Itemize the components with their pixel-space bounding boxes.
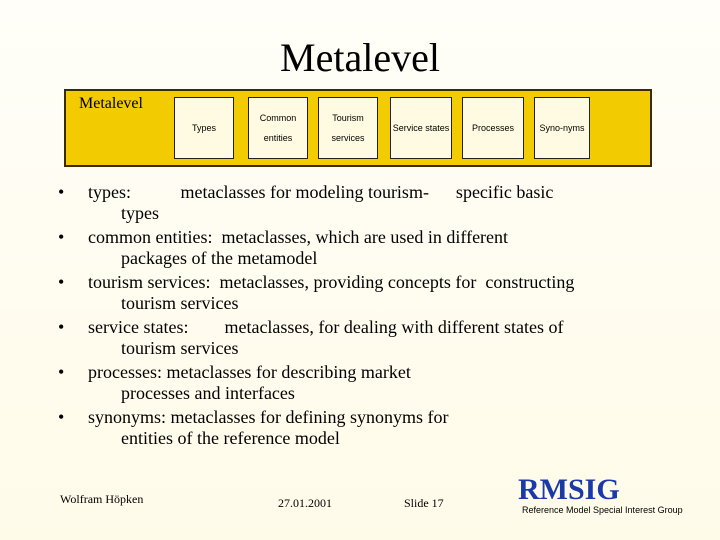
bullet-text: common entities: metaclasses, which are used in different	[88, 227, 509, 247]
bullet-dot-icon: •	[58, 182, 65, 202]
box-synonyms: Syno-nyms	[534, 97, 590, 159]
box-service-states: Service states	[390, 97, 452, 159]
bullet-item	[58, 227, 698, 269]
bullet-continuation: tourism services	[121, 338, 239, 358]
box-types: Types	[174, 97, 234, 159]
bullet-list	[58, 182, 698, 452]
bullet-dot-icon: •	[58, 317, 65, 337]
bullet-text: tourism services: metaclasses, providing concepts for constructing	[88, 272, 575, 292]
bullet-continuation: entities of the reference model	[121, 428, 340, 448]
box-tourism-services: Tourism services	[318, 97, 378, 159]
bullet-item	[58, 182, 698, 224]
bullet-text: types: metaclasses for modeling tourism- specific basic	[88, 182, 554, 202]
bullet-dot-icon: •	[58, 407, 65, 427]
bullet-continuation: types	[121, 203, 159, 223]
bullet-item	[58, 407, 698, 449]
rmsig-logo-subtitle: Reference Model Special Interest Group	[522, 505, 683, 515]
rmsig-logo: RMSIG	[518, 473, 620, 506]
footer-date: 27.01.2001	[278, 496, 332, 510]
bullet-item	[58, 272, 698, 314]
bullet-dot-icon: •	[58, 227, 65, 247]
bullet-item	[58, 317, 698, 359]
footer-author: Wolfram Höpken	[60, 492, 144, 506]
bullet-continuation: packages of the metamodel	[121, 248, 318, 268]
slide-title: Metalevel	[280, 35, 440, 80]
bullet-continuation: processes and interfaces	[121, 383, 295, 403]
bullet-item	[58, 362, 698, 404]
box-processes: Processes	[462, 97, 524, 159]
box-common-entities: Common entities	[248, 97, 308, 159]
bullet-text: processes: metaclasses for describing market	[88, 362, 411, 382]
metalevel-diagram	[64, 89, 652, 167]
diagram-label: Metalevel	[79, 95, 143, 112]
bullet-dot-icon: •	[58, 272, 65, 292]
bullet-dot-icon: •	[58, 362, 65, 382]
bullet-text: synonyms: metaclasses for defining synonyms for	[88, 407, 449, 427]
footer-slide-number: Slide 17	[404, 496, 444, 510]
bullet-text: service states: metaclasses, for dealing with different states of	[88, 317, 564, 337]
bullet-continuation: tourism services	[121, 293, 239, 313]
